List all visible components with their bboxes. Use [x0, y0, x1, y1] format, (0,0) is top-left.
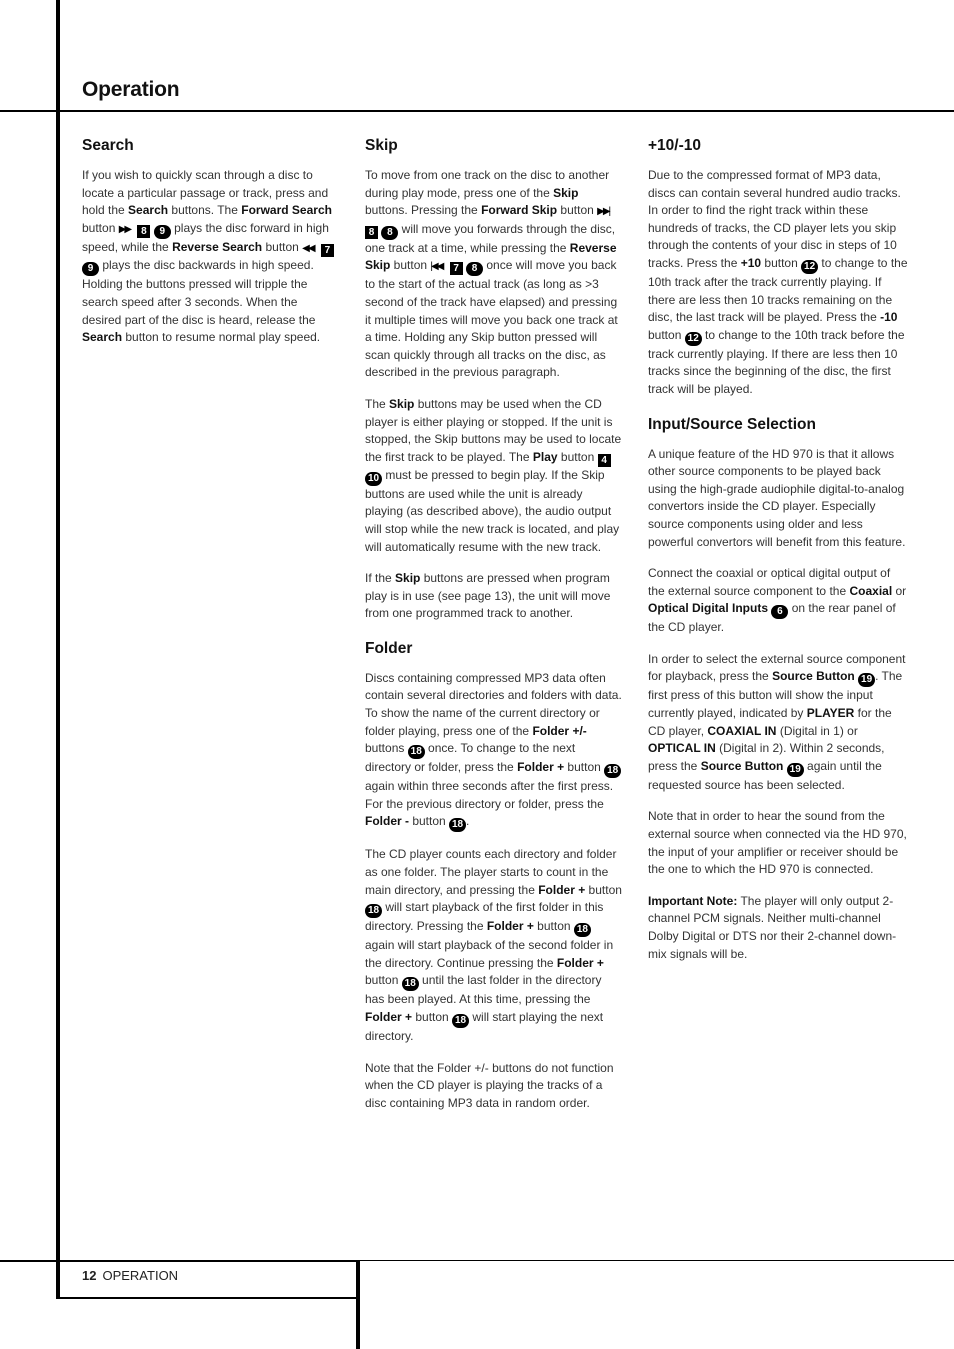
footer-rule: [0, 1260, 360, 1262]
callout-number-badge: 18: [452, 1014, 469, 1028]
skip-paragraph-2: The Skip buttons may be used when the CD player is either playing or stopped. If the unit is stopped, the Skip buttons may be used to locate the first track to be played. The Play button 4 10 must be pressed to begin play. If the Skip buttons are used while the unit is already playing (as described above), the audio output will stop while the new track is located, and play will automatically resume with the new track.: [365, 396, 622, 554]
callout-number-badge: 9: [82, 262, 99, 276]
column-right: [648, 134, 910, 977]
skip-paragraph-1: To move from one track on the disc to another during play mode, press one of the Skip buttons. Pressing the Forward Skip button ▶▶| 8 8 will move you forwards through the disc, one track at a time, while pressing the Reverse Skip button |◀◀ 7 8 once will move you back to the start of the actual track (as long as >3 second of the track have elapsed) and pressing it multiple times will move you back one track at a time. Holding any Skip button pressed will scan quickly through all tracks on the disc, as described in the previous paragraph.: [365, 168, 618, 380]
callout-number-badge: 9: [154, 225, 171, 239]
page-footer: [82, 1268, 178, 1283]
page-title: Operation: [82, 78, 180, 101]
input-paragraph-1: A unique feature of the HD 970 is that it allows other source components to be played back using the high-grade audiophile digital-to-analog convertors inside the CD player. Especially source components using older and less powerful convertors will benefit from this feature.: [648, 446, 906, 549]
column-left: [82, 134, 338, 361]
page-number: 12: [82, 1268, 97, 1283]
callout-number-badge: 18: [402, 977, 419, 991]
callout-number-badge: 19: [858, 673, 875, 687]
input-paragraph-2: Connect the coaxial or optical digital output of the external source component to the Coaxial or Optical Digital Inputs 6 on the rear panel of the CD player.: [648, 566, 907, 635]
callout-number-badge: 10: [365, 472, 382, 486]
callout-number-badge: 18: [604, 764, 621, 778]
callout-number-badge: 18: [449, 818, 466, 832]
button-number-badge: 4: [598, 454, 611, 467]
callout-number-badge: 18: [365, 904, 382, 918]
button-number-badge: 8: [137, 225, 150, 238]
left-margin-bar: [56, 0, 60, 1299]
button-number-badge: 8: [365, 226, 378, 239]
skip-forward-icon: ▶▶|: [597, 206, 610, 218]
callout-number-badge: 19: [787, 763, 804, 777]
callout-number-badge: 8: [381, 226, 398, 240]
folder-paragraph-2: The CD player counts each directory and folder as one folder. The player starts to count in the main directory, and pressing the Folder + button 18 will start playback of the first folder in this directory. Pressing the Folder + button 18 again will start playback of the second folder in the directory. Continue pressing the Folder + button 18 until the last folder in the directory has been played. At this time, pressing the Folder + button 18 will start playing the next directory.: [365, 847, 622, 1043]
footer-section-label: OPERATION: [102, 1268, 179, 1283]
folder-paragraph-3: Note that the Folder +/- buttons do not function when the CD player is playing the tracks of a disc containing MP3 data in random order.: [365, 1060, 614, 1110]
folder-paragraph-1: Discs containing compressed MP3 data often contain several directories and folders with data. To show the name of the current directory or folder playing, press one of the Folder +/- buttons 18 once. To change to the next directory or folder, press the Folder + button 18 again within three seconds after the first press. For the previous directory or folder, press the Folder - button 18 .: [365, 670, 622, 831]
input-paragraph-5: Important Note: The player will only output 2-channel PCM signals. Neither multi-channel Dolby Digital or DTS nor their 2-channel down-mix signals will be.: [648, 893, 897, 961]
plus10-heading: +10/-10: [648, 137, 702, 154]
column-middle: [365, 134, 623, 1126]
callout-number-badge: 8: [466, 262, 483, 276]
callout-number-badge: 18: [408, 745, 425, 759]
skip-heading: Skip: [365, 137, 398, 154]
plus10-paragraph: Due to the compressed format of MP3 data, discs can contain several hundred audio tracks. In order to find the right track within these hundreds of tracks, the CD player lets you skip through the contents of your disc in steps of 10 tracks. Press the +10 button 12 to change to the 10th track after the track currently playing. If there are less then 10 tracks remaining on the disc, the last track will be played. Press the -10 button 12 to change to the 10th track before the track currently playing. If there are less then 10 tracks since the beginning of the disc, the first track will be played.: [648, 168, 908, 396]
skip-back-icon: |◀◀: [430, 261, 443, 273]
forward-search-icon: ▶▶: [118, 223, 131, 235]
header-rule: [0, 110, 954, 112]
footer-bottom-rule: [56, 1297, 360, 1299]
button-number-badge: 7: [450, 262, 463, 275]
folder-heading: Folder: [365, 639, 413, 657]
input-heading: Input/Source Selection: [648, 415, 816, 433]
callout-number-badge: 12: [685, 332, 702, 346]
callout-number-badge: 18: [574, 923, 591, 937]
search-heading: Search: [82, 137, 134, 154]
input-paragraph-4: Note that in order to hear the sound from the external source when connected via the HD 970, the input of your amplifier or receiver should be the one to which the HD 970 is connected.: [648, 809, 907, 877]
search-paragraph: If you wish to quickly scan through a disc to locate a particular passage or track, press and hold the Search buttons. The Forward Search button ▶▶ 8 9 plays the disc forward in high speed, while the Reverse Search button ◀◀ 7 9 plays the disc backwards in high speed. Holding the buttons pressed will tripple the search speed after 3 seconds. When the desired part of the disc is heard, release the Search button to resume normal play speed.: [82, 168, 332, 345]
input-paragraph-3: In order to select the external source component for playback, press the Source Button 19 . The first press of this button will show the input currently played, indicated by PLAYER for the CD player, COAXIAL IN (Digital in 1) or OPTICAL IN (Digital in 2). Within 2 seconds, press the Source Button 19 again until the requested source has been selected.: [648, 651, 906, 792]
callout-number-badge: 6: [771, 605, 788, 619]
button-number-badge: 7: [321, 244, 334, 257]
callout-number-badge: 12: [801, 260, 818, 274]
skip-paragraph-3: If the Skip buttons are pressed when program play is in use (see page 13), the unit will move from one programmed track to another.: [365, 571, 611, 621]
reverse-search-icon: ◀◀: [302, 242, 314, 254]
footer-divider: [356, 1260, 360, 1349]
footer-rule-thin: [360, 1260, 954, 1261]
